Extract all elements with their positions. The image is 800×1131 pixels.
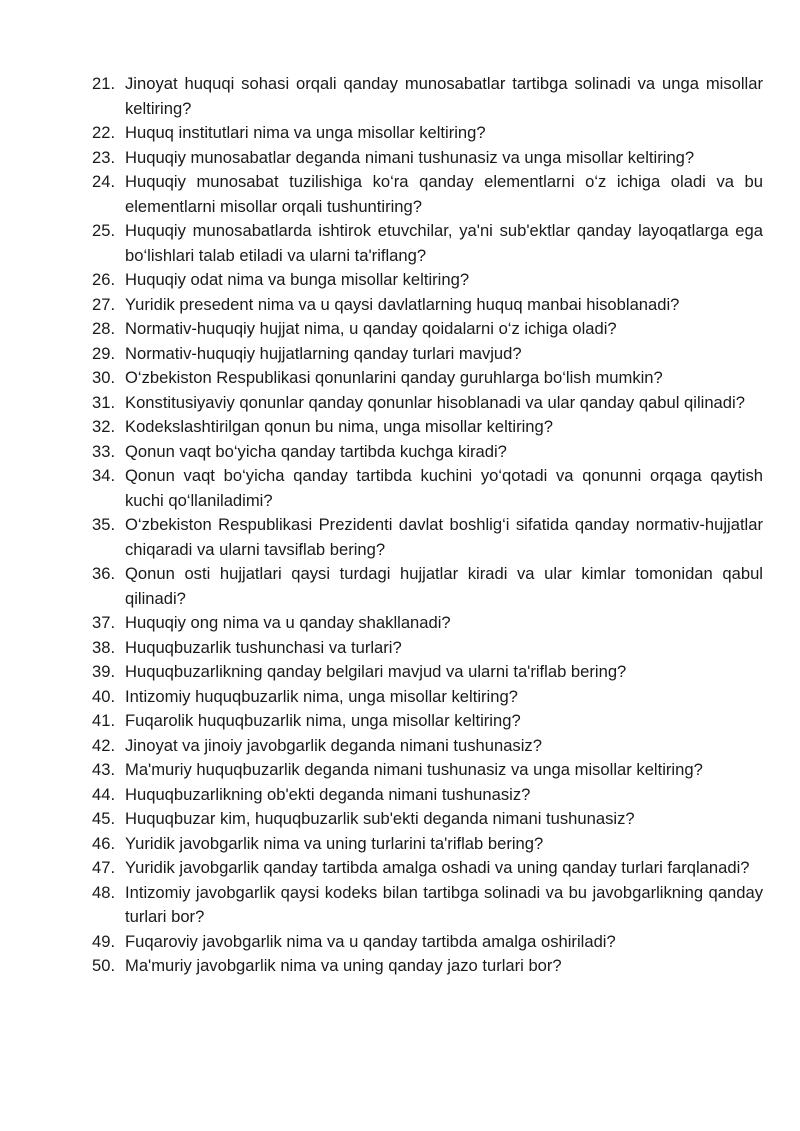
- question-number: 38.: [92, 637, 116, 657]
- question-item: [92, 513, 763, 562]
- question-number: 27.: [92, 294, 116, 314]
- question-text: Konstitusiyaviy qonunlar qanday qonunlar hisoblanadi va ular qanday qabul qilinadi?: [125, 392, 745, 412]
- question-item: [92, 342, 763, 367]
- question-item: [92, 219, 763, 268]
- question-text: O‘zbekiston Respublikasi qonunlarini qanday guruhlarga bo‘lish mumkin?: [125, 368, 663, 387]
- question-text: Yuridik javobgarlik qanday tartibda amalga oshadi va uning qanday turlari farqlanadi?: [125, 858, 750, 877]
- question-item: [92, 807, 763, 832]
- question-number: 28.: [92, 319, 116, 338]
- question-item: [92, 758, 763, 783]
- question-text: Normativ-huquqiy hujjatlarning qanday turlari mavjud?: [125, 343, 522, 363]
- question-number: 43.: [92, 760, 116, 779]
- question-text: Normativ-huquqiy hujjat nima, u qanday qoidalarni o‘z ichiga oladi?: [125, 319, 617, 338]
- question-number: 39.: [92, 662, 116, 681]
- question-text: Huquqbuzarlikning qanday belgilari mavjud va ularni ta'riflab bering?: [125, 662, 627, 681]
- question-item: [92, 856, 763, 881]
- question-text: Kodekslashtirilgan qonun bu nima, unga misollar keltiring?: [125, 417, 553, 436]
- question-number: 35.: [92, 515, 116, 534]
- question-item: [92, 146, 763, 171]
- question-number: 22.: [92, 123, 116, 142]
- question-item: [92, 464, 763, 513]
- question-text: Huquq institutlari nima va unga misollar keltiring?: [125, 123, 486, 142]
- question-item: [92, 783, 763, 808]
- question-number: 49.: [92, 931, 116, 951]
- question-item: [92, 317, 763, 342]
- question-number: 26.: [92, 270, 116, 289]
- question-number: 44.: [92, 784, 116, 804]
- question-text: Jinoyat va jinoiy javobgarlik deganda nimani tushunasiz?: [125, 735, 542, 755]
- question-number: 29.: [92, 343, 116, 363]
- question-number: 24.: [92, 172, 116, 191]
- question-text: Huquqbuzarlik tushunchasi va turlari?: [125, 637, 402, 657]
- question-number: 45.: [92, 809, 116, 828]
- question-number: 50.: [92, 956, 116, 975]
- question-text: Fuqarolik huquqbuzarlik nima, unga misollar keltiring?: [125, 711, 521, 730]
- question-item: [92, 660, 763, 685]
- question-number: 25.: [92, 221, 116, 240]
- question-item: [92, 268, 763, 293]
- question-item: [92, 562, 763, 611]
- question-item: [92, 366, 763, 391]
- question-text: Huquqiy munosabatlarda ishtirok etuvchilar, ya'ni sub'ektlar qanday layoqatlarga ega bo‘lishlari talab etiladi va ularni ta'riflang?: [125, 221, 763, 265]
- question-text: Intizomiy javobgarlik qaysi kodeks bilan tartibga solinadi va bu javobgarlikning qanday turlari bor?: [125, 882, 763, 926]
- question-item: [92, 611, 763, 636]
- question-text: Huquqiy munosabatlar deganda nimani tushunasiz va unga misollar keltiring?: [125, 147, 695, 167]
- question-text: Jinoyat huquqi sohasi orqali qanday munosabatlar tartibga solinadi va unga misollar keltiring?: [125, 74, 763, 118]
- question-text: Qonun vaqt bo‘yicha qanday tartibda kuchga kiradi?: [125, 441, 507, 461]
- question-number: 30.: [92, 368, 116, 387]
- question-number: 32.: [92, 417, 116, 436]
- question-text: Qonun vaqt bo‘yicha qanday tartibda kuchini yo‘qotadi va qonunni orqaga qaytish kuchi qo‘llaniladimi?: [125, 466, 763, 510]
- question-number: 33.: [92, 441, 116, 461]
- question-item: [92, 709, 763, 734]
- question-text: Yuridik javobgarlik nima va uning turlarini ta'riflab bering?: [125, 833, 544, 853]
- question-item: [92, 832, 763, 857]
- question-text: Ma'muriy huquqbuzarlik deganda nimani tushunasiz va unga misollar keltiring?: [125, 760, 703, 779]
- question-text: Huquqbuzarlikning ob'ekti deganda nimani tushunasiz?: [125, 784, 531, 804]
- question-text: Huquqiy munosabat tuzilishiga ko‘ra qanday elementlarni o‘z ichiga oladi va bu elementlarni misollar orqali tushuntiring?: [125, 172, 763, 216]
- question-item: [92, 170, 763, 219]
- question-text: Huquqiy odat nima va bunga misollar keltiring?: [125, 270, 470, 289]
- question-number: 42.: [92, 735, 116, 755]
- question-number: 31.: [92, 392, 116, 412]
- question-text: Fuqaroviy javobgarlik nima va u qanday tartibda amalga oshiriladi?: [125, 931, 616, 951]
- question-list: [92, 72, 763, 979]
- question-number: 47.: [92, 858, 116, 877]
- question-text: Ma'muriy javobgarlik nima va uning qanday jazo turlari bor?: [125, 956, 562, 975]
- question-number: 36.: [92, 564, 116, 583]
- question-item: [92, 293, 763, 318]
- question-item: [92, 440, 763, 465]
- question-item: [92, 954, 763, 979]
- question-number: 40.: [92, 686, 116, 706]
- question-number: 37.: [92, 613, 116, 632]
- question-number: 21.: [92, 74, 116, 93]
- question-number: 23.: [92, 147, 116, 167]
- question-number: 34.: [92, 466, 116, 485]
- question-text: Intizomiy huquqbuzarlik nima, unga misollar keltiring?: [125, 686, 518, 706]
- question-item: [92, 415, 763, 440]
- question-number: 46.: [92, 833, 116, 853]
- question-item: [92, 734, 763, 759]
- question-item: [92, 685, 763, 710]
- question-item: [92, 636, 763, 661]
- question-item: [92, 121, 763, 146]
- question-number: 48.: [92, 882, 116, 902]
- question-item: [92, 881, 763, 930]
- question-text: Qonun osti hujjatlari qaysi turdagi hujjatlar kiradi va ular kimlar tomonidan qabul qilinadi?: [125, 564, 763, 608]
- question-text: O‘zbekiston Respublikasi Prezidenti davlat boshlig‘i sifatida qanday normativ-hujjatlar chiqaradi va ularni tavsiflab bering?: [125, 515, 763, 559]
- question-item: [92, 930, 763, 955]
- question-number: 41.: [92, 711, 116, 730]
- question-text: Yuridik presedent nima va u qaysi davlatlarning huquq manbai hisoblanadi?: [125, 294, 680, 314]
- question-text: Huquqiy ong nima va u qanday shakllanadi?: [125, 613, 451, 632]
- question-text: Huquqbuzar kim, huquqbuzarlik sub'ekti deganda nimani tushunasiz?: [125, 809, 635, 828]
- question-item: [92, 72, 763, 121]
- question-item: [92, 391, 763, 416]
